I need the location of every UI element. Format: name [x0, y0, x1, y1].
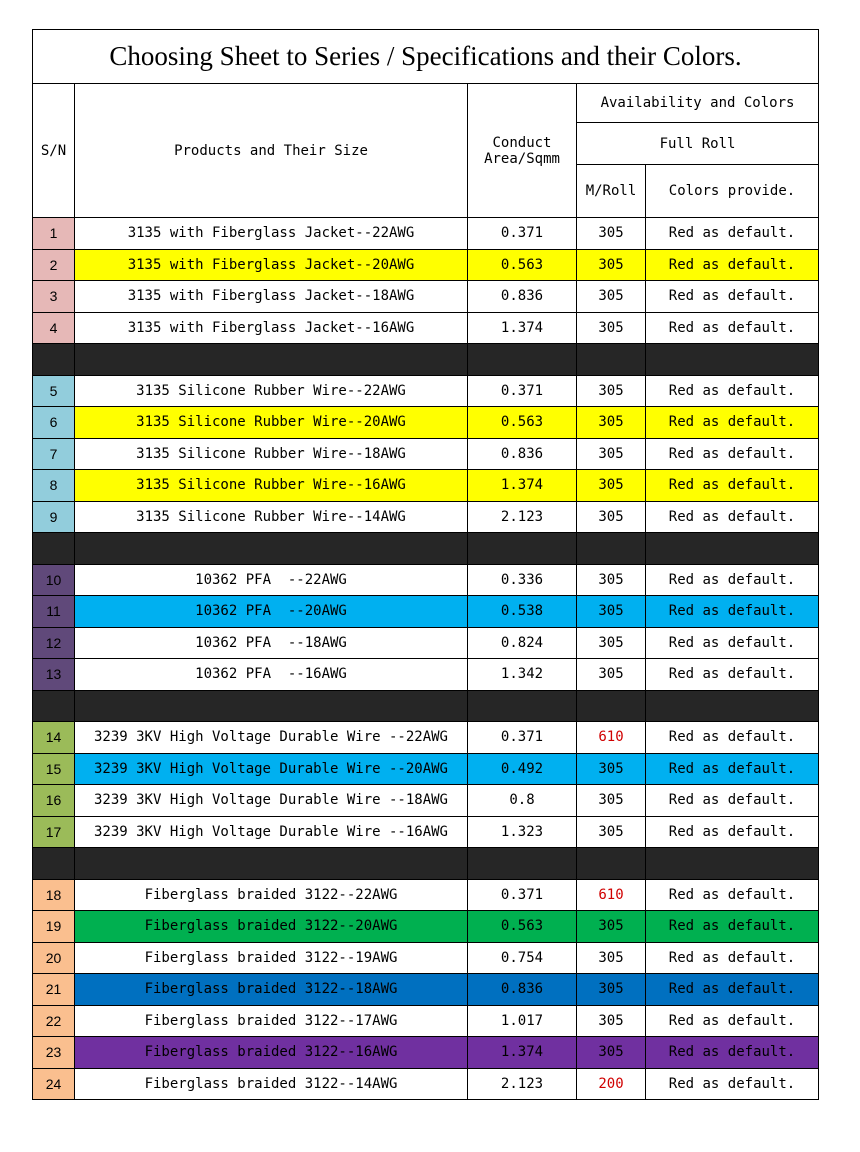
- colors-cell: Red as default.: [646, 281, 819, 313]
- separator-cell: [33, 344, 75, 376]
- product-cell: 3239 3KV High Voltage Durable Wire --22AWG: [75, 722, 468, 754]
- table-row: [33, 470, 819, 502]
- table-row: [33, 249, 819, 281]
- area-cell: 0.824: [468, 627, 577, 659]
- table-row: [33, 1037, 819, 1069]
- sn-cell: 2: [33, 249, 75, 281]
- header-conduct-line1: Conduct: [492, 134, 552, 151]
- product-cell: 10362 PFA --22AWG: [75, 564, 468, 596]
- area-cell: 0.563: [468, 911, 577, 943]
- colors-cell: Red as default.: [646, 816, 819, 848]
- sn-cell: 23: [33, 1037, 75, 1069]
- sn-cell: 20: [33, 942, 75, 974]
- m-roll-cell: 610: [577, 722, 646, 754]
- separator-cell: [577, 848, 646, 880]
- m-roll-cell: 305: [577, 753, 646, 785]
- sn-cell: 9: [33, 501, 75, 533]
- m-roll-cell: 305: [577, 785, 646, 817]
- separator-cell: [577, 690, 646, 722]
- sn-cell: 4: [33, 312, 75, 344]
- product-cell: 10362 PFA --16AWG: [75, 659, 468, 691]
- product-cell: 3239 3KV High Voltage Durable Wire --18AWG: [75, 785, 468, 817]
- table-row: [33, 1005, 819, 1037]
- colors-cell: Red as default.: [646, 1005, 819, 1037]
- colors-cell: Red as default.: [646, 911, 819, 943]
- sn-cell: 18: [33, 879, 75, 911]
- colors-cell: Red as default.: [646, 470, 819, 502]
- sn-cell: 10: [33, 564, 75, 596]
- m-roll-cell: 305: [577, 564, 646, 596]
- product-cell: 3135 Silicone Rubber Wire--22AWG: [75, 375, 468, 407]
- m-roll-cell: 305: [577, 974, 646, 1006]
- separator-cell: [75, 533, 468, 565]
- area-cell: 0.563: [468, 407, 577, 439]
- separator-cell: [75, 344, 468, 376]
- product-cell: 3135 Silicone Rubber Wire--18AWG: [75, 438, 468, 470]
- m-roll-cell: 305: [577, 659, 646, 691]
- product-cell: 3135 Silicone Rubber Wire--14AWG: [75, 501, 468, 533]
- table-row: [33, 407, 819, 439]
- colors-cell: Red as default.: [646, 312, 819, 344]
- product-cell: Fiberglass braided 3122--18AWG: [75, 974, 468, 1006]
- area-cell: 1.342: [468, 659, 577, 691]
- sn-cell: 22: [33, 1005, 75, 1037]
- product-cell: Fiberglass braided 3122--22AWG: [75, 879, 468, 911]
- colors-cell: Red as default.: [646, 438, 819, 470]
- m-roll-cell: 200: [577, 1068, 646, 1100]
- area-cell: 0.371: [468, 722, 577, 754]
- area-cell: 2.123: [468, 1068, 577, 1100]
- separator-cell: [577, 533, 646, 565]
- area-cell: 0.836: [468, 974, 577, 1006]
- area-cell: 0.371: [468, 375, 577, 407]
- m-roll-cell: 305: [577, 249, 646, 281]
- area-cell: 0.836: [468, 281, 577, 313]
- separator-cell: [468, 690, 577, 722]
- table-row: [33, 218, 819, 250]
- separator-cell: [468, 848, 577, 880]
- page-title: Choosing Sheet to Series / Specifications and their Colors.: [33, 30, 819, 84]
- colors-cell: Red as default.: [646, 596, 819, 628]
- header-row-availability: [33, 84, 819, 123]
- area-cell: 0.8: [468, 785, 577, 817]
- header-conduct-area: [468, 84, 577, 218]
- group-separator-row: [33, 690, 819, 722]
- product-cell: Fiberglass braided 3122--14AWG: [75, 1068, 468, 1100]
- m-roll-cell: 305: [577, 470, 646, 502]
- sn-cell: 7: [33, 438, 75, 470]
- sn-cell: 13: [33, 659, 75, 691]
- product-cell: 3135 with Fiberglass Jacket--20AWG: [75, 249, 468, 281]
- m-roll-cell: 305: [577, 375, 646, 407]
- colors-cell: Red as default.: [646, 627, 819, 659]
- colors-cell: Red as default.: [646, 564, 819, 596]
- separator-cell: [33, 690, 75, 722]
- header-availability: Availability and Colors: [577, 84, 819, 123]
- area-cell: 0.492: [468, 753, 577, 785]
- sn-cell: 11: [33, 596, 75, 628]
- header-sn: S/N: [33, 84, 75, 218]
- table-row: [33, 1068, 819, 1100]
- colors-cell: Red as default.: [646, 375, 819, 407]
- sn-cell: 12: [33, 627, 75, 659]
- colors-cell: Red as default.: [646, 942, 819, 974]
- table-row: [33, 438, 819, 470]
- m-roll-cell: 305: [577, 407, 646, 439]
- sn-cell: 6: [33, 407, 75, 439]
- product-cell: 3135 Silicone Rubber Wire--20AWG: [75, 407, 468, 439]
- spec-sheet-table: [32, 29, 819, 1100]
- sn-cell: 5: [33, 375, 75, 407]
- m-roll-cell: 305: [577, 1005, 646, 1037]
- table-row: [33, 375, 819, 407]
- separator-cell: [75, 690, 468, 722]
- product-cell: 3239 3KV High Voltage Durable Wire --20AWG: [75, 753, 468, 785]
- area-cell: 0.371: [468, 218, 577, 250]
- separator-cell: [577, 344, 646, 376]
- area-cell: 0.538: [468, 596, 577, 628]
- colors-cell: Red as default.: [646, 501, 819, 533]
- table-row: [33, 281, 819, 313]
- colors-cell: Red as default.: [646, 249, 819, 281]
- product-cell: Fiberglass braided 3122--16AWG: [75, 1037, 468, 1069]
- sn-cell: 21: [33, 974, 75, 1006]
- table-row: [33, 753, 819, 785]
- sn-cell: 8: [33, 470, 75, 502]
- table-row: [33, 722, 819, 754]
- colors-cell: Red as default.: [646, 218, 819, 250]
- sn-cell: 16: [33, 785, 75, 817]
- table-row: [33, 785, 819, 817]
- area-cell: 0.563: [468, 249, 577, 281]
- separator-cell: [646, 533, 819, 565]
- colors-cell: Red as default.: [646, 1037, 819, 1069]
- separator-cell: [468, 344, 577, 376]
- group-separator-row: [33, 533, 819, 565]
- product-cell: Fiberglass braided 3122--20AWG: [75, 911, 468, 943]
- separator-cell: [646, 848, 819, 880]
- separator-cell: [33, 848, 75, 880]
- product-cell: 3135 with Fiberglass Jacket--18AWG: [75, 281, 468, 313]
- m-roll-cell: 305: [577, 501, 646, 533]
- product-cell: 3135 with Fiberglass Jacket--22AWG: [75, 218, 468, 250]
- table-body: [33, 218, 819, 1100]
- table-row: [33, 942, 819, 974]
- colors-cell: Red as default.: [646, 722, 819, 754]
- m-roll-cell: 305: [577, 312, 646, 344]
- colors-cell: Red as default.: [646, 785, 819, 817]
- sn-cell: 24: [33, 1068, 75, 1100]
- m-roll-cell: 305: [577, 1037, 646, 1069]
- m-roll-cell: 305: [577, 438, 646, 470]
- table-row: [33, 627, 819, 659]
- table-row: [33, 564, 819, 596]
- area-cell: 1.374: [468, 470, 577, 502]
- separator-cell: [646, 344, 819, 376]
- separator-cell: [468, 533, 577, 565]
- m-roll-cell: 305: [577, 911, 646, 943]
- colors-cell: Red as default.: [646, 659, 819, 691]
- product-cell: 10362 PFA --20AWG: [75, 596, 468, 628]
- area-cell: 0.754: [468, 942, 577, 974]
- m-roll-cell: 305: [577, 281, 646, 313]
- table-row: [33, 911, 819, 943]
- header-colors: Colors provide.: [646, 165, 819, 218]
- table-row: [33, 501, 819, 533]
- table-row: [33, 312, 819, 344]
- area-cell: 1.374: [468, 312, 577, 344]
- sn-cell: 15: [33, 753, 75, 785]
- colors-cell: Red as default.: [646, 753, 819, 785]
- product-cell: 3239 3KV High Voltage Durable Wire --16AWG: [75, 816, 468, 848]
- table-row: [33, 974, 819, 1006]
- area-cell: 0.336: [468, 564, 577, 596]
- group-separator-row: [33, 344, 819, 376]
- separator-cell: [33, 533, 75, 565]
- m-roll-cell: 305: [577, 596, 646, 628]
- title-row: [33, 30, 819, 84]
- m-roll-cell: 305: [577, 942, 646, 974]
- area-cell: 2.123: [468, 501, 577, 533]
- area-cell: 0.371: [468, 879, 577, 911]
- m-roll-cell: 305: [577, 627, 646, 659]
- table-row: [33, 816, 819, 848]
- product-cell: 3135 Silicone Rubber Wire--16AWG: [75, 470, 468, 502]
- sn-cell: 3: [33, 281, 75, 313]
- header-m-roll: M/Roll: [577, 165, 646, 218]
- header-full-roll: Full Roll: [577, 123, 819, 165]
- separator-cell: [646, 690, 819, 722]
- m-roll-cell: 305: [577, 816, 646, 848]
- header-conduct-line2: Area/Sqmm: [484, 150, 560, 167]
- table-row: [33, 659, 819, 691]
- m-roll-cell: 610: [577, 879, 646, 911]
- area-cell: 0.836: [468, 438, 577, 470]
- sn-cell: 17: [33, 816, 75, 848]
- product-cell: Fiberglass braided 3122--19AWG: [75, 942, 468, 974]
- area-cell: 1.017: [468, 1005, 577, 1037]
- table-row: [33, 879, 819, 911]
- separator-cell: [75, 848, 468, 880]
- sn-cell: 19: [33, 911, 75, 943]
- colors-cell: Red as default.: [646, 974, 819, 1006]
- table-row: [33, 596, 819, 628]
- area-cell: 1.374: [468, 1037, 577, 1069]
- product-cell: Fiberglass braided 3122--17AWG: [75, 1005, 468, 1037]
- sn-cell: 14: [33, 722, 75, 754]
- area-cell: 1.323: [468, 816, 577, 848]
- colors-cell: Red as default.: [646, 407, 819, 439]
- product-cell: 10362 PFA --18AWG: [75, 627, 468, 659]
- m-roll-cell: 305: [577, 218, 646, 250]
- colors-cell: Red as default.: [646, 879, 819, 911]
- sn-cell: 1: [33, 218, 75, 250]
- product-cell: 3135 with Fiberglass Jacket--16AWG: [75, 312, 468, 344]
- group-separator-row: [33, 848, 819, 880]
- colors-cell: Red as default.: [646, 1068, 819, 1100]
- header-products: Products and Their Size: [75, 84, 468, 218]
